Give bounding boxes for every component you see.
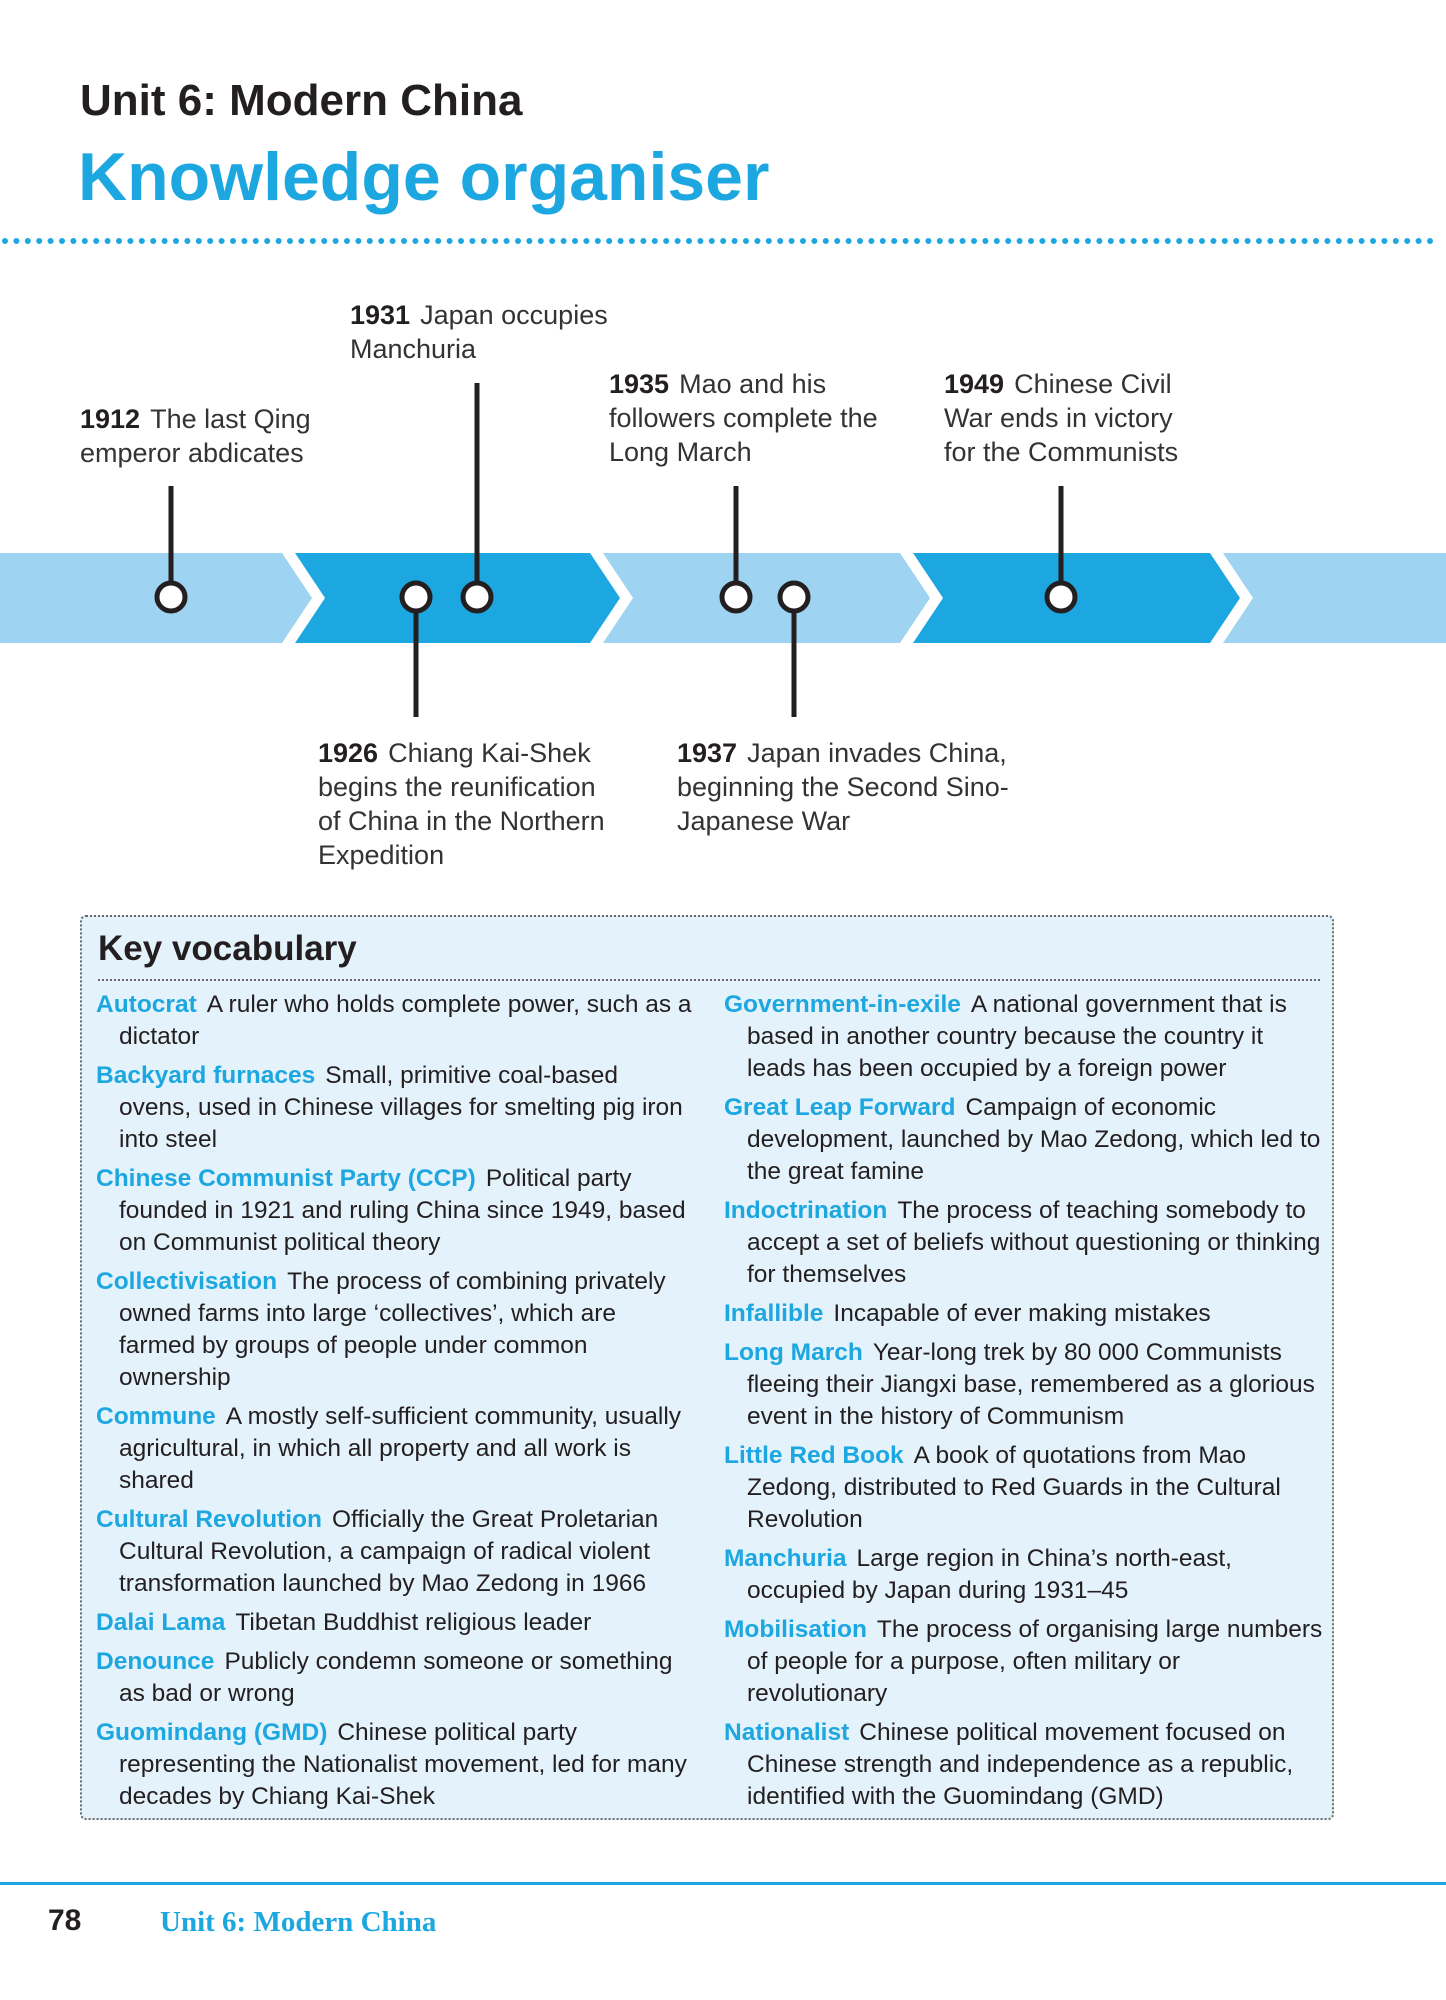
event-text: begins the reunification: [318, 772, 596, 802]
vocab-definition: Officially the Great Proletarian Cultural Revolution, a campaign of radical violent transformation launched by Mao Zedong in 1966: [119, 1506, 659, 1597]
vocab-definition: Political party founded in 1921 and ruling China since 1949, based on Communist political theory: [119, 1165, 686, 1256]
vocab-term: Little Red Book: [724, 1442, 904, 1469]
event-year: 1949: [944, 369, 1005, 399]
vocabulary-heading: Key vocabulary: [98, 929, 357, 968]
event-text: Mao and his: [679, 369, 827, 399]
vocab-definition: Chinese political party representing the Nationalist movement, led for many decades by Chiang Kai-Shek: [119, 1719, 687, 1810]
vocab-definition: Small, primitive coal-based ovens, used in Chinese villages for smelting pig iron into steel: [119, 1062, 683, 1153]
event-1926: [318, 736, 605, 872]
vocab-definition: Tibetan Buddhist religious leader: [235, 1609, 592, 1636]
event-year: 1935: [609, 369, 670, 399]
vocab-definition: A ruler who holds complete power, such as a dictator: [119, 991, 692, 1050]
page-title: Knowledge organiser: [78, 139, 770, 215]
vocab-item: [724, 1614, 1324, 1710]
event-text: Chinese Civil: [1014, 369, 1172, 399]
vocab-item: [96, 1504, 696, 1600]
event-text: Manchuria: [350, 334, 477, 364]
vocab-item: [724, 1337, 1324, 1433]
footer-divider: [0, 1882, 1446, 1885]
vocab-item: [96, 989, 696, 1053]
vocab-definition: Incapable of ever making mistakes: [833, 1300, 1211, 1327]
vocab-item: [724, 1298, 1324, 1330]
vocab-item: [724, 989, 1324, 1085]
vocab-item: [96, 1401, 696, 1497]
timeline-band-3: [603, 553, 930, 643]
vocabulary-column-right: [724, 989, 1324, 1820]
vocab-definition: A national government that is based in another country because the country it leads has been occupied by a foreign power: [747, 991, 1287, 1082]
vocab-term: Nationalist: [724, 1719, 850, 1746]
vocab-definition: Large region in China’s north-east, occupied by Japan during 1931–45: [747, 1545, 1232, 1604]
event-text: Chiang Kai-Shek: [388, 738, 591, 768]
vocab-term: Dalai Lama: [96, 1609, 226, 1636]
vocab-term: Collectivisation: [96, 1268, 278, 1295]
timeline-band-5: [1223, 553, 1446, 643]
footer-unit-label: Unit 6: Modern China: [160, 1906, 437, 1938]
marker-1937: [780, 583, 808, 717]
vocab-term: Manchuria: [724, 1545, 847, 1572]
vocab-item: [724, 1092, 1324, 1188]
vocab-term: Denounce: [96, 1648, 215, 1675]
vocab-item: [724, 1195, 1324, 1291]
page-number: 78: [48, 1904, 82, 1937]
vocab-term: Long March: [724, 1339, 863, 1366]
event-text: emperor abdicates: [80, 438, 304, 468]
event-text: followers complete the: [609, 403, 878, 433]
event-1949: [944, 367, 1178, 469]
vocab-item: [96, 1163, 696, 1259]
vocab-term: Autocrat: [96, 991, 197, 1018]
vocab-item: [724, 1717, 1324, 1813]
event-text: War ends in victory: [944, 403, 1173, 433]
marker-1912: [157, 486, 185, 611]
vocab-term: Great Leap Forward: [724, 1094, 956, 1121]
vocab-definition: A book of quotations from Mao Zedong, distributed to Red Guards in the Cultural Revolution: [747, 1442, 1281, 1533]
vocab-term: Government-in-exile: [724, 991, 961, 1018]
vocab-definition: Campaign of economic development, launched by Mao Zedong, which led to the great famine: [747, 1094, 1321, 1185]
event-text: for the Communists: [944, 437, 1179, 467]
event-year: 1912: [80, 404, 141, 434]
event-text: Japan occupies: [420, 300, 608, 330]
vocab-item: [96, 1646, 696, 1710]
vocab-definition: Chinese political movement focused on Chinese strength and independence as a republic, identified with the Guomindang (GMD): [747, 1719, 1294, 1810]
vocab-term: Cultural Revolution: [96, 1506, 322, 1533]
vocabulary-divider: [98, 979, 1320, 981]
event-text: The last Qing: [150, 404, 311, 434]
vocab-term: Backyard furnaces: [96, 1062, 316, 1089]
vocab-term: Indoctrination: [724, 1197, 888, 1224]
vocab-item: [96, 1717, 696, 1813]
vocab-term: Mobilisation: [724, 1616, 867, 1643]
vocab-definition: A mostly self-sufficient community, usually agricultural, in which all property and all work is shared: [119, 1403, 682, 1494]
event-year: 1926: [318, 738, 379, 768]
event-text: Japan invades China,: [747, 738, 1007, 768]
vocab-definition: Year-long trek by 80 000 Communists fleeing their Jiangxi base, remembered as a glorious event in the history of Communism: [747, 1339, 1315, 1430]
vocab-definition: The process of teaching somebody to accept a set of beliefs without questioning or thinking for themselves: [747, 1197, 1321, 1288]
event-text: Japanese War: [677, 806, 851, 836]
event-1931: [350, 298, 608, 366]
event-text: Expedition: [318, 840, 445, 870]
vocab-item: [96, 1266, 696, 1394]
event-year: 1937: [677, 738, 738, 768]
marker-1926: [402, 583, 430, 717]
vocabulary-box: [80, 915, 1334, 1820]
marker-1935: [722, 486, 750, 611]
marker-1949: [1047, 486, 1075, 611]
timeline-band-2: [295, 553, 620, 643]
vocab-item: [724, 1440, 1324, 1536]
vocab-definition: The process of combining privately owned farms into large ‘collectives’, which are farmed by groups of people under common ownership: [119, 1268, 666, 1391]
vocab-item: [96, 1060, 696, 1156]
vocab-term: Chinese Communist Party (CCP): [96, 1165, 476, 1192]
vocab-term: Commune: [96, 1403, 216, 1430]
event-1935: [609, 367, 878, 469]
vocab-definition: Publicly condemn someone or something as bad or wrong: [119, 1648, 673, 1707]
unit-title: Unit 6: Modern China: [80, 76, 523, 125]
vocab-term: Guomindang (GMD): [96, 1719, 328, 1746]
vocab-item: [724, 1543, 1324, 1607]
event-1912: [80, 402, 311, 470]
vocabulary-column-left: [96, 989, 696, 1820]
dotted-divider: [0, 236, 1446, 246]
event-text: Long March: [609, 437, 752, 467]
event-text: beginning the Second Sino-: [677, 772, 1009, 802]
event-1937: [677, 736, 1009, 838]
vocab-item: [96, 1607, 696, 1639]
vocab-definition: The process of organising large numbers of people for a purpose, often military or revolutionary: [747, 1616, 1323, 1707]
event-text: of China in the Northern: [318, 806, 605, 836]
vocab-term: Infallible: [724, 1300, 824, 1327]
event-year: 1931: [350, 300, 411, 330]
